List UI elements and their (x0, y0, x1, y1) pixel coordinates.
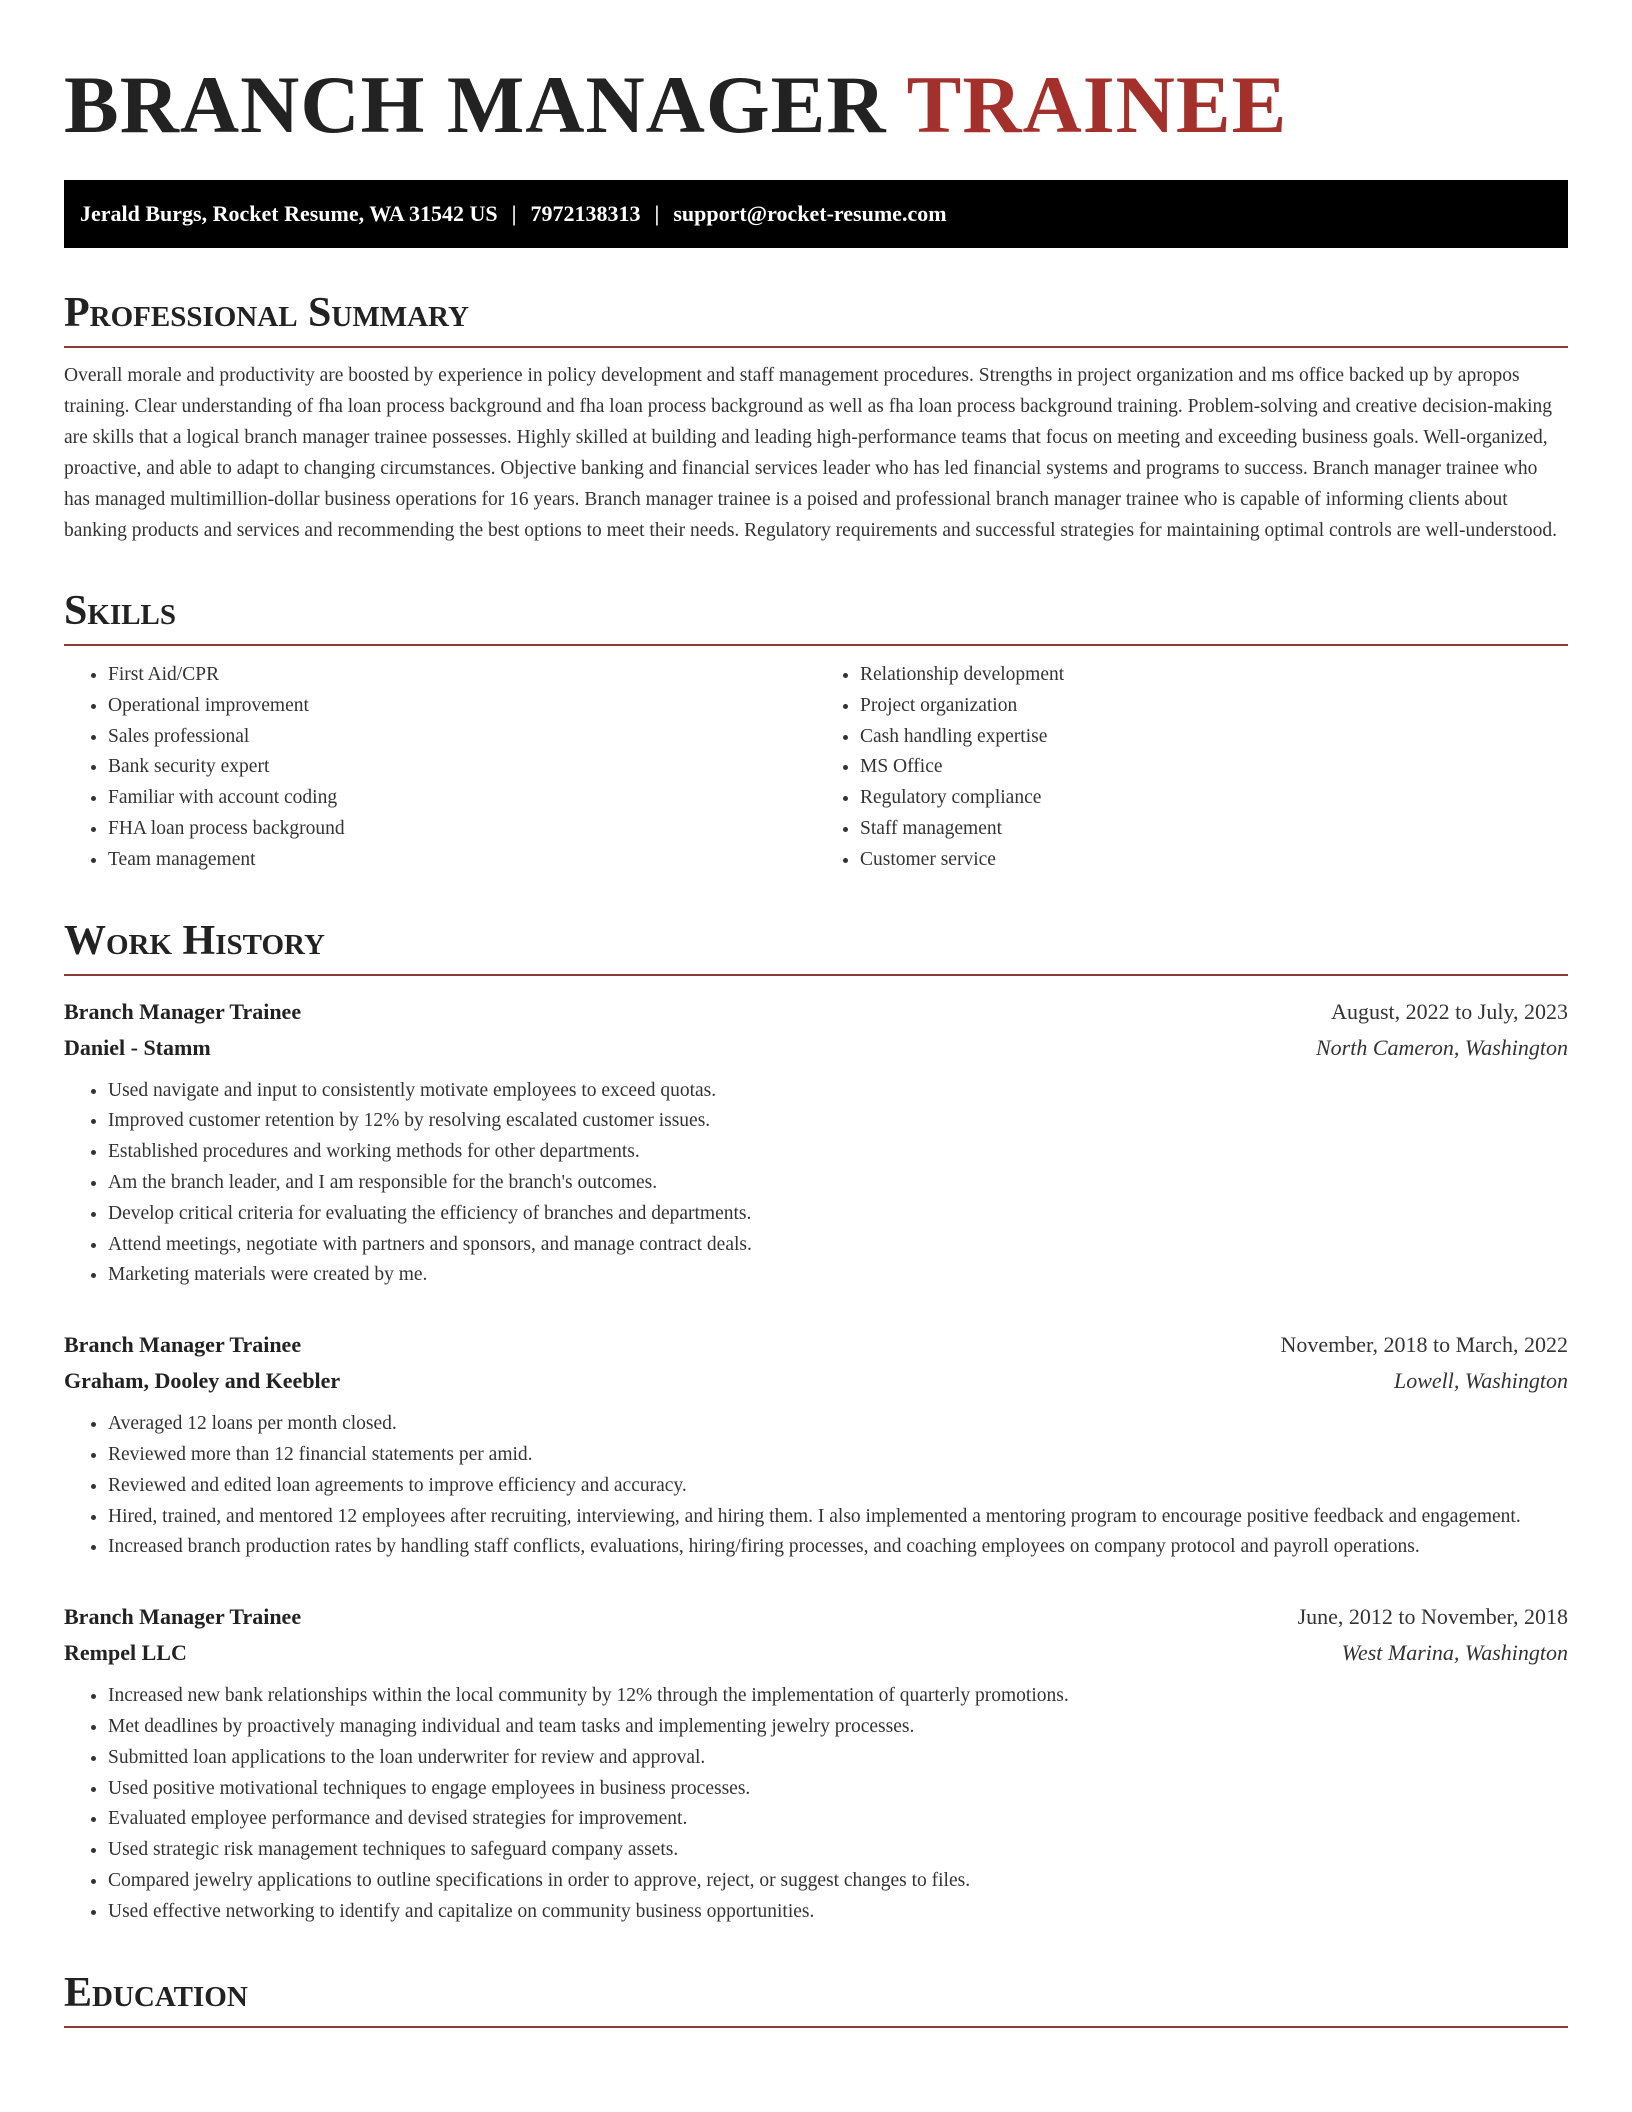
job-company-row (64, 1635, 1568, 1671)
job-bullet: • Submitted loan applications to the loan underwriter for review and approval. (108, 1743, 1568, 1774)
skill-item: • FHA loan process background (108, 814, 816, 845)
job-entry (64, 1599, 1568, 1927)
skill-item: • Familiar with account coding (108, 783, 816, 814)
resume-title (64, 58, 1568, 152)
contact-email: support@rocket-resume.com (673, 201, 947, 226)
job-entry (64, 1327, 1568, 1563)
job-bullet: • Used positive motivational techniques to engage employees in business processes. (108, 1774, 1568, 1805)
contact-phone: 7972138313 (530, 201, 641, 226)
job-dates: August, 2022 to July, 2023 (1331, 998, 1568, 1024)
contact-separator: | (654, 201, 660, 226)
job-bullet: • Met deadlines by proactively managing individual and team tasks and implementing jewelry processes. (108, 1712, 1568, 1743)
job-bullet: • Averaged 12 loans per month closed. (108, 1409, 1568, 1440)
job-bullet: • Reviewed and edited loan agreements to improve efficiency and accuracy. (108, 1471, 1568, 1502)
skill-item: • Bank security expert (108, 752, 816, 783)
skill-item: • Operational improvement (108, 691, 816, 722)
job-dates: June, 2012 to November, 2018 (1297, 1604, 1568, 1630)
skills-heading: Skills (64, 586, 1568, 646)
summary-text: Overall morale and productivity are boosted by experience in policy development and staff management procedures. Strengths in project organization and ms office backed up by apropos training. Clear understanding of fha loan process background and fha loan process background as well as fha loan process background training. Problem-solving and creative decision-making are skills that a logical branch manager trainee possesses. Highly skilled at building and leading high-performance teams that focus on meeting and exceeding business goals. Well-organized, proactive, and able to adapt to changing circumstances. Objective banking and financial services leader who has led financial systems and programs to success. Branch manager trainee who has managed multimillion-dollar business operations for 16 years. Branch manager trainee is a poised and professional branch manager trainee who is capable of informing clients about banking products and services and recommending the best options to meet their needs. Regulatory requirements and successful strategies for maintaining optimal controls are well-understood. (64, 365, 1557, 541)
skills-column-right (816, 660, 1568, 876)
job-bullet: • Reviewed more than 12 financial statements per amid. (108, 1440, 1568, 1471)
job-bullet: • Used strategic risk management techniques to safeguard company assets. (108, 1835, 1568, 1866)
job-bullet: • Attend meetings, negotiate with partners and sponsors, and manage contract deals. (108, 1230, 1568, 1261)
job-bullet: • Develop critical criteria for evaluating the efficiency of branches and departments. (108, 1199, 1568, 1230)
job-header-row (64, 1599, 1568, 1635)
job-bullet: • Am the branch leader, and I am responsible for the branch's outcomes. (108, 1168, 1568, 1199)
skill-item: • Cash handling expertise (860, 722, 1568, 753)
resume-page (64, 0, 1568, 2028)
job-title: Branch Manager Trainee (64, 998, 302, 1024)
job-entry (64, 994, 1568, 1292)
job-bullet: • Established procedures and working methods for other departments. (108, 1137, 1568, 1168)
job-bullets (64, 1409, 1568, 1563)
job-bullet: • Hired, trained, and mentored 12 employees after recruiting, interviewing, and hiring them. I also implemented a mentoring program to encourage positive feedback and engagement. (108, 1502, 1568, 1533)
job-company-row (64, 1030, 1568, 1066)
summary-heading: Professional Summary (64, 288, 1568, 348)
job-location: West Marina, Washington (1341, 1640, 1568, 1666)
job-bullet: • Used navigate and input to consistently motivate employees to exceed quotas. (108, 1076, 1568, 1107)
contact-bar (64, 180, 1568, 248)
job-bullet: • Increased branch production rates by handling staff conflicts, evaluations, hiring/firing processes, and coaching employees on company protocol and payroll operations. (108, 1532, 1568, 1563)
work-history-heading: Work History (64, 916, 1568, 976)
skill-item: • First Aid/CPR (108, 660, 816, 691)
job-location: Lowell, Washington (1394, 1368, 1568, 1394)
skills-column-left (64, 660, 816, 876)
job-company: Rempel LLC (64, 1640, 187, 1666)
skill-item: • Team management (108, 845, 816, 876)
skill-item: • Project organization (860, 691, 1568, 722)
job-title: Branch Manager Trainee (64, 1604, 302, 1630)
job-bullet: • Increased new bank relationships within the local community by 12% through the implementation of quarterly promotions. (108, 1681, 1568, 1712)
skills-list (64, 660, 1568, 876)
job-company: Daniel - Stamm (64, 1034, 211, 1060)
skill-item: • MS Office (860, 752, 1568, 783)
job-company-row (64, 1363, 1568, 1399)
skill-item: • Staff management (860, 814, 1568, 845)
job-company: Graham, Dooley and Keebler (64, 1368, 341, 1394)
job-dates: November, 2018 to March, 2022 (1280, 1332, 1568, 1358)
title-main: BRANCH MANAGER (64, 59, 887, 150)
education-heading: Education (64, 1968, 1568, 2028)
job-bullet: • Compared jewelry applications to outline specifications in order to approve, reject, or suggest changes to files. (108, 1866, 1568, 1897)
job-location: North Cameron, Washington (1315, 1034, 1568, 1060)
skill-item: • Sales professional (108, 722, 816, 753)
job-bullet: • Evaluated employee performance and devised strategies for improvement. (108, 1804, 1568, 1835)
job-title: Branch Manager Trainee (64, 1332, 302, 1358)
contact-address: Jerald Burgs, Rocket Resume, WA 31542 US (80, 201, 498, 226)
job-header-row (64, 994, 1568, 1030)
title-accent: TRAINEE (906, 59, 1288, 150)
job-header-row (64, 1327, 1568, 1363)
contact-separator: | (511, 201, 517, 226)
skill-item: • Regulatory compliance (860, 783, 1568, 814)
job-bullets (64, 1681, 1568, 1927)
job-bullet: • Improved customer retention by 12% by resolving escalated customer issues. (108, 1106, 1568, 1137)
skill-item: • Customer service (860, 845, 1568, 876)
job-bullets (64, 1076, 1568, 1292)
job-bullet: • Used effective networking to identify and capitalize on community business opportunities. (108, 1897, 1568, 1928)
job-bullet: • Marketing materials were created by me. (108, 1260, 1568, 1291)
skill-item: • Relationship development (860, 660, 1568, 691)
